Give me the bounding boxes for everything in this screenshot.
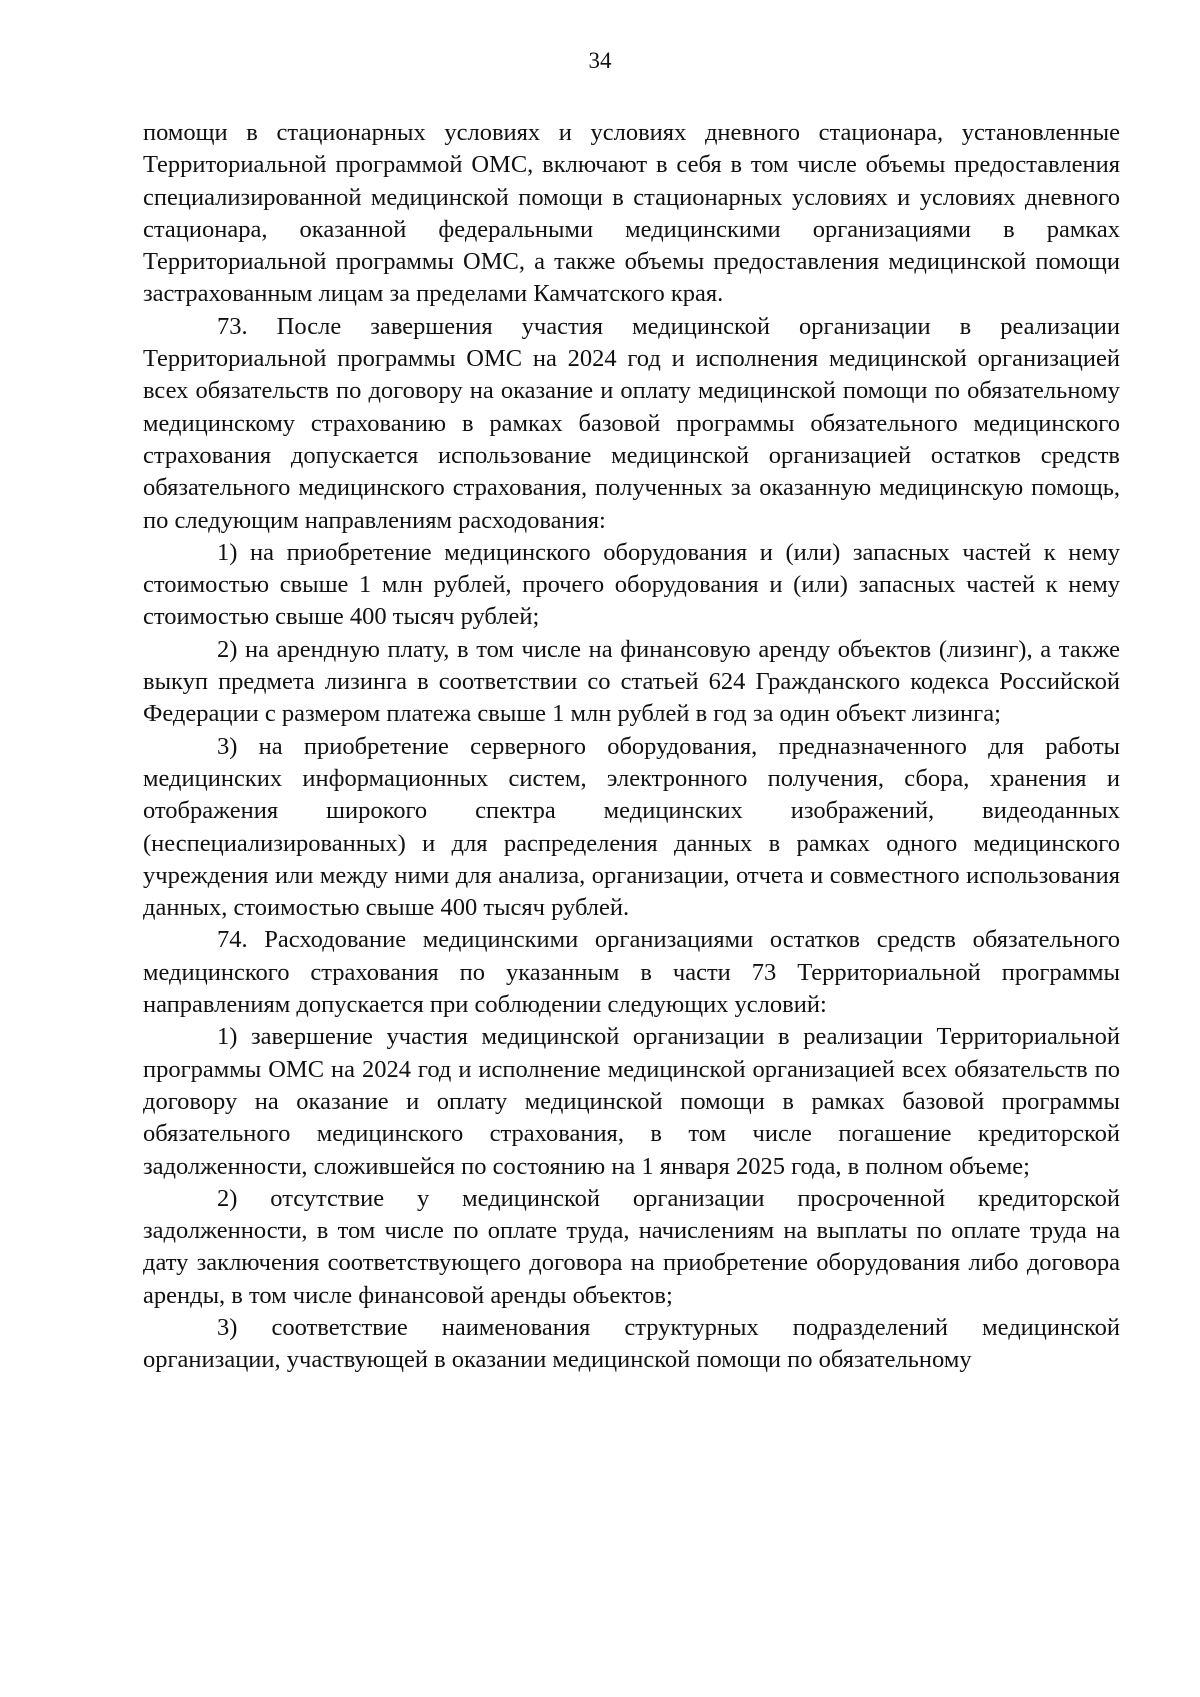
document-body bbox=[143, 117, 1120, 1377]
paragraph-clause-73-item-2: 2) на арендную плату, в том числе на финансовую аренду объектов (лизинг), а также выкуп предмета лизинга в соответствии со статьей 624 Гражданского кодекса Российской Федерации с размером платежа свыше 1 млн рублей в год за один объект лизинга; bbox=[143, 635, 1120, 728]
paragraph-clause-74: 74. Расходование медицинскими организациями остатков средств обязательного медицинского страхования по указанным в части 73 Территориальной программы направлениям допускается при соблюдении следующих условий: bbox=[143, 926, 1120, 1019]
paragraph-clause-74-item-2: 2) отсутствие у медицинской организации просроченной кредиторской задолженности, в том числе по оплате труда, начислениям на выплаты по оплате труда на дату заключения соответствующего договора на приобретение оборудования либо договора аренды, в том числе финансовой аренды объектов; bbox=[143, 1184, 1120, 1309]
paragraph-continuation: помощи в стационарных условиях и условиях дневного стационара, установленные Территориальной программой ОМС, включают в себя в том числе объемы предоставления специализированной медицинской помощи в стационарных условиях и условиях дневного стационара, оказанной федеральными медицинскими организациями в рамках Территориальной программы ОМС, а также объемы предоставления медицинской помощи застрахованным лицам за пределами Камчатского края. bbox=[143, 119, 1120, 308]
paragraph-clause-73: 73. После завершения участия медицинской организации в реализации Территориальной программы ОМС на 2024 год и исполнения медицинской организацией всех обязательств по договору на оказание и оплату медицинской помощи по обязательному медицинскому страхованию в рамках базовой программы обязательного медицинского страхования допускается использование медицинской организацией остатков средств обязательного медицинского страхования, полученных за оказанную медицинскую помощь, по следующим направлениям расходования: bbox=[143, 312, 1120, 534]
paragraph-clause-73-item-3: 3) на приобретение серверного оборудования, предназначенного для работы медицинских информационных систем, электронного получения, сбора, хранения и отображения широкого спектра медицинских изображений, видеоданных (неспециализированных) и для распределения данных в рамках одного медицинского учреждения или между ними для анализа, организации, отчета и совместного использования данных, стоимостью свыше 400 тысяч рублей. bbox=[143, 732, 1120, 922]
page-number: 34 bbox=[588, 48, 612, 73]
paragraph-clause-74-item-3: 3) соответствие наименования структурных подразделений медицинской организации, участвующей в оказании медицинской помощи по обязательному bbox=[143, 1313, 1120, 1374]
paragraph-clause-73-item-1: 1) на приобретение медицинского оборудования и (или) запасных частей к нему стоимостью свыше 1 млн рублей, прочего оборудования и (или) запасных частей к нему стоимостью свыше 400 тысяч рублей; bbox=[143, 538, 1120, 631]
paragraph-clause-74-item-1: 1) завершение участия медицинской организации в реализации Территориальной программы ОМС на 2024 год и исполнение медицинской организацией всех обязательств по договору на оказание и оплату медицинской помощи в рамках базовой программы обязательного медицинского страхования, в том числе погашение кредиторской задолженности, сложившейся по состоянию на 1 января 2025 года, в полном объеме; bbox=[143, 1023, 1120, 1180]
